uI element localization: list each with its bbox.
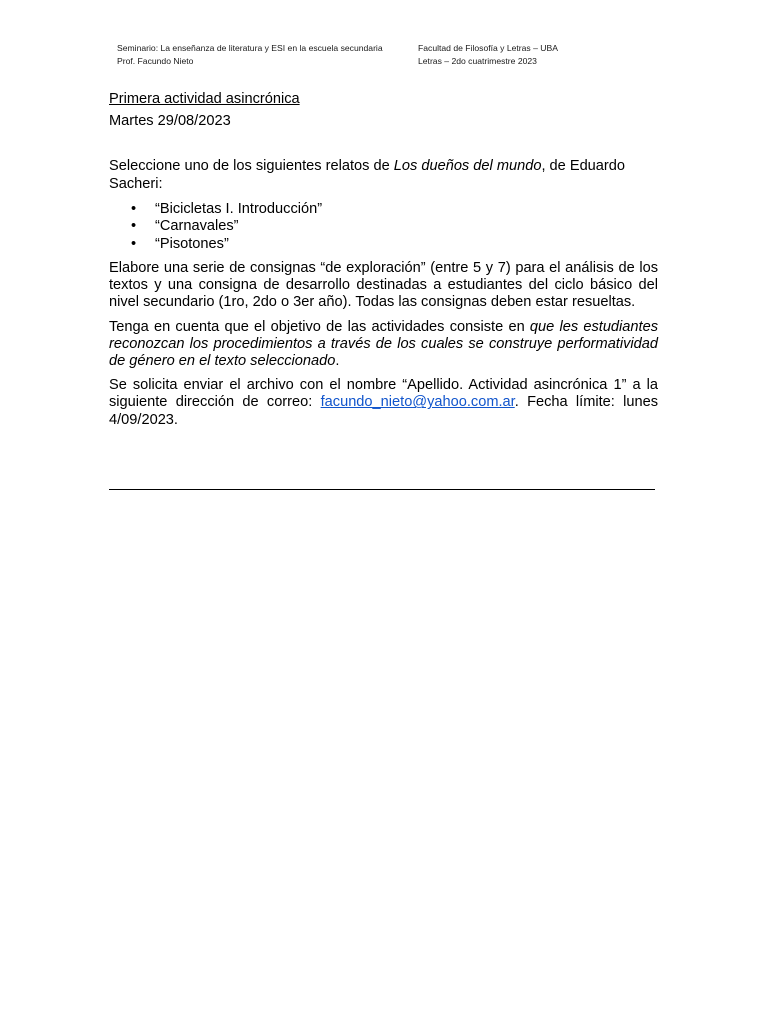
submission-text: Se solicita enviar el archivo con el nombre “Apellido. Actividad asincrónica 1” a la siguiente dirección de correo:: [109, 377, 658, 411]
intro-text: Seleccione uno de los siguientes relatos de: [109, 158, 394, 175]
task-paragraph: Elabore una serie de consignas “de exploración” (entre 5 y 7) para el análisis de los textos y una consigna de desarrollo destinadas a estudiantes del ciclo básico del nivel secundario (1ro, 2do o 3er año). Todas las consignas deben estar resueltas.: [109, 260, 658, 311]
bullet-icon: •: [131, 218, 137, 235]
story-title: “Pisotones”: [155, 235, 229, 252]
goal-emphasis: que les estudiantes reconozcan los procedimientos a través de los cuales se construye performatividad de género en el texto seleccionado: [109, 318, 658, 370]
activity-date: Martes 29/08/2023: [109, 113, 231, 130]
book-title: Los dueños del mundo: [393, 158, 542, 175]
list-item: [131, 235, 658, 253]
header-right: [418, 42, 658, 67]
story-title: “Bicicletas I. Introducción”: [155, 200, 323, 217]
email-link[interactable]: facundo_nieto@yahoo.com.ar: [320, 394, 515, 411]
document-body: [109, 91, 658, 429]
intro-author: , de Eduardo Sacheri:: [109, 158, 626, 192]
submission-paragraph: [109, 377, 658, 429]
deadline-text: . Fecha límite: lunes 4/09/2023.: [109, 394, 658, 428]
story-title: “Carnavales”: [155, 218, 239, 235]
horizontal-rule: [109, 489, 655, 490]
bullet-icon: •: [131, 235, 137, 252]
professor-name: Prof. Facundo Nieto: [117, 55, 194, 66]
intro-paragraph: [109, 158, 658, 192]
faculty-name: Facultad de Filosofía y Letras – UBA: [418, 43, 558, 53]
activity-title: Primera actividad asincrónica: [109, 91, 300, 107]
seminar-name: Seminario: La enseñanza de literatura y ESI en la escuela secundaria: [117, 43, 383, 53]
header-left: [117, 42, 417, 67]
bullet-icon: •: [131, 200, 137, 217]
list-item: [131, 218, 658, 235]
stories-list: [109, 201, 658, 253]
term-name: Letras – 2do cuatrimestre 2023: [418, 55, 537, 66]
goal-paragraph: [109, 319, 658, 371]
goal-text: Tenga en cuenta que el objetivo de las actividades consiste en: [109, 318, 530, 335]
list-item: [131, 200, 658, 218]
goal-end: .: [335, 353, 340, 370]
